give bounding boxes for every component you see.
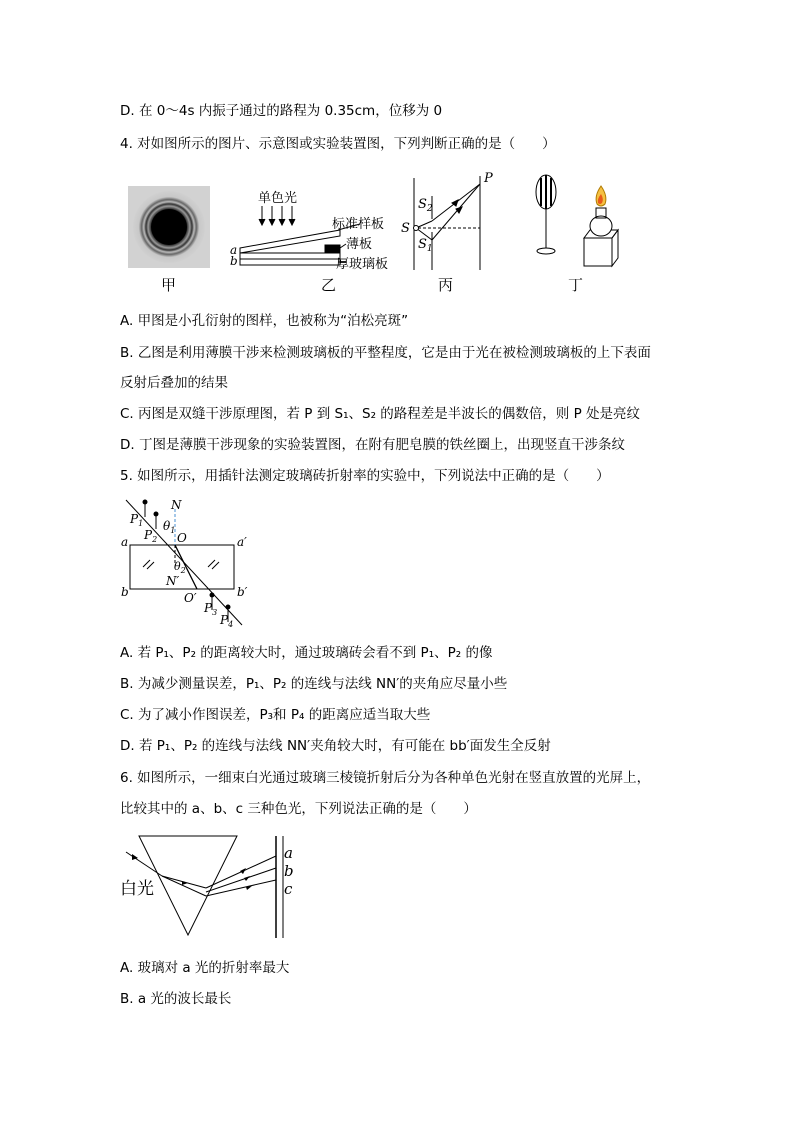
fig-yi-label: 乙 — [321, 276, 337, 294]
q4-stem: 4. 对如图所示的图片、示意图或实验装置图，下列判断正确的是（ ） — [120, 136, 556, 152]
q4-figures — [0, 166, 794, 296]
fig-yi-thick-label: 厚玻璃板 — [336, 257, 389, 272]
q3-option-d: D. 在 0～4s 内振子通过的路程为 0.35cm，位移为 0 — [120, 103, 443, 119]
fig-jia-diffraction-pattern — [128, 186, 210, 268]
fig-ding-soap-film-setup — [536, 175, 618, 266]
q4-option-c: C. 丙图是双缝干涉原理图，若 P 到 S₁、S₂ 的路程差是半波长的偶数倍，则 P 处是亮纹 — [120, 406, 640, 422]
fig-yi-thin-label: 薄板 — [346, 237, 373, 252]
fig6-white-light: 白光 — [120, 879, 154, 899]
fig-yi-std-label: 标准样板 — [332, 217, 385, 232]
q6-option-b: B. a 光的波长最长 — [120, 991, 232, 1007]
q6-option-a: A. 玻璃对 a 光的折射率最大 — [120, 960, 290, 976]
q6-figure — [0, 830, 794, 950]
fig-bing-S2: $S_2$ — [418, 197, 433, 214]
fig6-c: c — [284, 880, 293, 898]
fig-yi-b: b — [230, 254, 238, 268]
q5-stem: 5. 如图所示，用插针法测定玻璃砖折射率的实验中，下列说法中正确的是（ ） — [120, 468, 610, 484]
q6-stem-line2: 比较其中的 a、b、c 三种色光，下列说法正确的是（ ） — [120, 801, 477, 817]
fig5-P3: $P_3$ — [204, 601, 218, 617]
fig-bing-S: S — [401, 221, 410, 236]
fig5-P2: $P_2$ — [144, 528, 158, 544]
fig-yi-a: a — [230, 243, 238, 257]
fig5-theta1: $\theta_1$ — [163, 519, 176, 535]
fig-bing-S1: $S_1$ — [418, 237, 433, 254]
fig5-Op: O′ — [184, 591, 197, 605]
q4-option-a: A. 甲图是小孔衍射的图样，也被称为“泊松亮斑” — [120, 313, 409, 329]
fig6-a: a — [284, 844, 293, 862]
q5-option-c: C. 为了减小作图误差，P₃和 P₄ 的距离应适当取大些 — [120, 707, 431, 723]
fig5-a: a — [121, 535, 129, 549]
q5-option-b: B. 为减少测量误差，P₁、P₂ 的连线与法线 NN′的夹角应尽量小些 — [120, 676, 508, 692]
q5-option-d: D. 若 P₁、P₂ 的连线与法线 NN′夹角较大时，有可能在 bb′面发生全反射 — [120, 738, 551, 754]
fig5-P4: $P_4$ — [220, 613, 234, 629]
fig-jia-label: 甲 — [161, 276, 177, 294]
fig5-bp: b′ — [237, 585, 248, 599]
fig-bing-P: P — [484, 171, 493, 186]
fig5-ap: a′ — [237, 535, 247, 549]
fig-bing-label: 丙 — [438, 276, 454, 294]
fig-bing-double-slit — [414, 176, 481, 270]
q4-option-b-line2: 反射后叠加的结果 — [120, 375, 228, 391]
fig5-Np: N′ — [166, 574, 180, 588]
fig5-b: b — [121, 585, 129, 599]
fig5-P1: $P_1$ — [130, 512, 144, 528]
fig-ding-label: 丁 — [568, 276, 584, 294]
q4-option-b-line1: B. 乙图是利用薄膜干涉来检测玻璃板的平整程度，它是由于光在被检测玻璃板的上下表面 — [120, 345, 651, 361]
q5-figure — [0, 495, 794, 635]
q5-option-a: A. 若 P₁、P₂ 的距离较大时，通过玻璃砖会看不到 P₁、P₂ 的像 — [120, 645, 493, 661]
fig5-theta2: $\theta_2$ — [174, 560, 186, 575]
fig5-N: N — [171, 498, 182, 512]
q4-option-d: D. 丁图是薄膜干涉现象的实验装置图，在附有肥皂膜的铁丝圈上，出现竖直干涉条纹 — [120, 437, 625, 453]
q6-stem-line1: 6. 如图所示，一细束白光通过玻璃三棱镜折射后分为各种单色光射在竖直放置的光屏上， — [120, 770, 651, 786]
fig-yi-light-label: 单色光 — [258, 191, 298, 206]
fig6-b: b — [284, 862, 294, 880]
fig5-O: O — [177, 531, 187, 545]
